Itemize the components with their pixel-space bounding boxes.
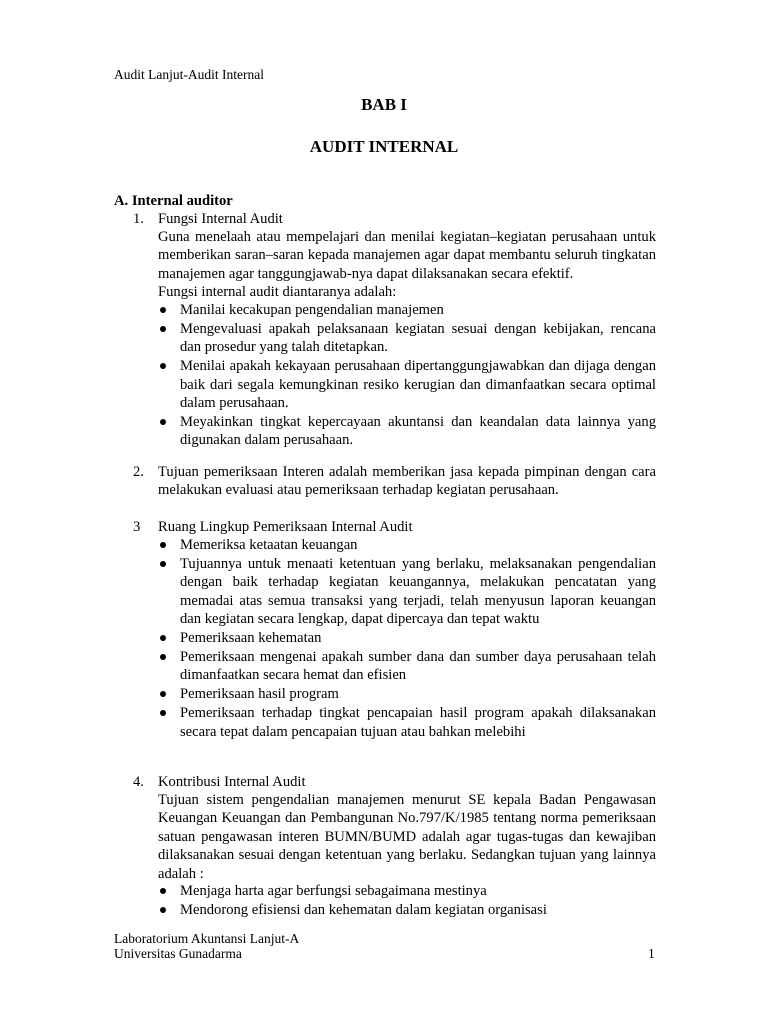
list-item: Tujuannya untuk menaati ketentuan yang berlaku, melaksanakan pengendalian dengan baik terhadap kegiatan keuangannya, melakukan pencatatan yang memadai atas semua transaksi yang terjadi, telah menyusun laporan keuangan dan kegiatan secara lengkap, dapat dipercaya dan tepat waktu [158,555,656,629]
list-item: Pemeriksaan kehematan [158,629,656,647]
chapter-number: BAB I [361,95,407,114]
bullet-icon [160,326,166,332]
list-item: Mendorong efisiensi dan kehematan dalam kegiatan organisasi [158,901,656,919]
list-item: Pemeriksaan hasil program [158,685,656,703]
page-footer [114,931,299,961]
bullet-icon [160,907,166,913]
paragraph-4: Tujuan sistem pengendalian manajemen menurut SE kepala Badan Pengawasan Keuangan Keuangan dan Pembangunan No.797/K/1985 tentang norma pemeriksaan satuan pengawasan interen BUMN/BUMD adalah agar tugas-tugas dan kewajiban dilaksanakan sesuai dengan ketentuan yang berlaku. Sedangkan tujuan yang lainnya adalah : [158,792,656,882]
bullet-icon [160,561,166,567]
item-number-1: 1. [133,211,144,227]
bullet-icon [160,635,166,641]
list-item: Memeriksa ketaatan keuangan [158,536,656,554]
item-title-4: Kontribusi Internal Audit [158,774,306,790]
item-number-2: 2. [133,464,144,480]
bullet-list-4 [158,882,656,920]
bullet-list-1 [158,301,656,450]
footer-lab-name: Laboratorium Akuntansi Lanjut-A [114,931,300,946]
bullet-list-3 [158,536,656,741]
item-title-3: Ruang Lingkup Pemeriksaan Internal Audit [158,519,413,535]
bullet-icon [160,710,166,716]
list-item: Menilai apakah kekayaan perusahaan dipertanggungjawabkan dan dijaga dengan baik dari segala kemungkinan resiko kerugian dan dimanfaatkan secara optimal dalam perusahaan. [158,357,656,412]
footer-university: Universitas Gunadarma [114,946,242,961]
chapter-title: AUDIT INTERNAL [309,137,459,156]
item-number-4: 4. [133,774,144,790]
paragraph-2: Tujuan pemeriksaan Interen adalah memberikan jasa kepada pimpinan dengan cara melakukan evaluasi atau pemeriksaan terhadap kegiatan perusahaan. [158,464,656,499]
paragraph-1-intro: Fungsi internal audit diantaranya adalah: [158,284,397,300]
running-header: Audit Lanjut-Audit Internal [114,67,264,82]
bullet-icon [160,419,166,425]
page-number: 1 [648,946,655,961]
list-item: Manilai kecakupan pengendalian manajemen [158,301,656,319]
list-item: Pemeriksaan terhadap tingkat pencapaian hasil program apakah dilaksanakan secara tepat dalam pencapaian tujuan atau bahkan melebihi [158,704,656,741]
list-item: Menjaga harta agar berfungsi sebagaimana mestinya [158,882,656,900]
list-item: Pemeriksaan mengenai apakah sumber dana dan sumber daya perusahaan telah dimanfaatkan secara hemat dan efisien [158,648,656,685]
bullet-icon [160,363,166,369]
bullet-icon [160,307,166,313]
section-heading-a: A. Internal auditor [114,193,233,209]
paragraph-1: Guna menelaah atau mempelajari dan menilai kegiatan–kegiatan perusahaan untuk memberikan saran–saran kepada manajemen agar dapat membantu seluruh tingkatan manajemen agar tanggungjawab-nya dapat dilaksanakan secara efektif. [158,229,656,282]
list-item: Meyakinkan tingkat kepercayaan akuntansi dan keandalan data lainnya yang digunakan dalam perusahaan. [158,413,656,450]
bullet-icon [160,888,166,894]
bullet-icon [160,542,166,548]
item-number-3: 3 [133,519,141,535]
list-item: Mengevaluasi apakah pelaksanaan kegiatan sesuai dengan kebijakan, rencana dan prosedur yang talah ditetapkan. [158,320,656,357]
item-title-1: Fungsi Internal Audit [158,211,283,227]
bullet-icon [160,691,166,697]
bullet-icon [160,654,166,660]
